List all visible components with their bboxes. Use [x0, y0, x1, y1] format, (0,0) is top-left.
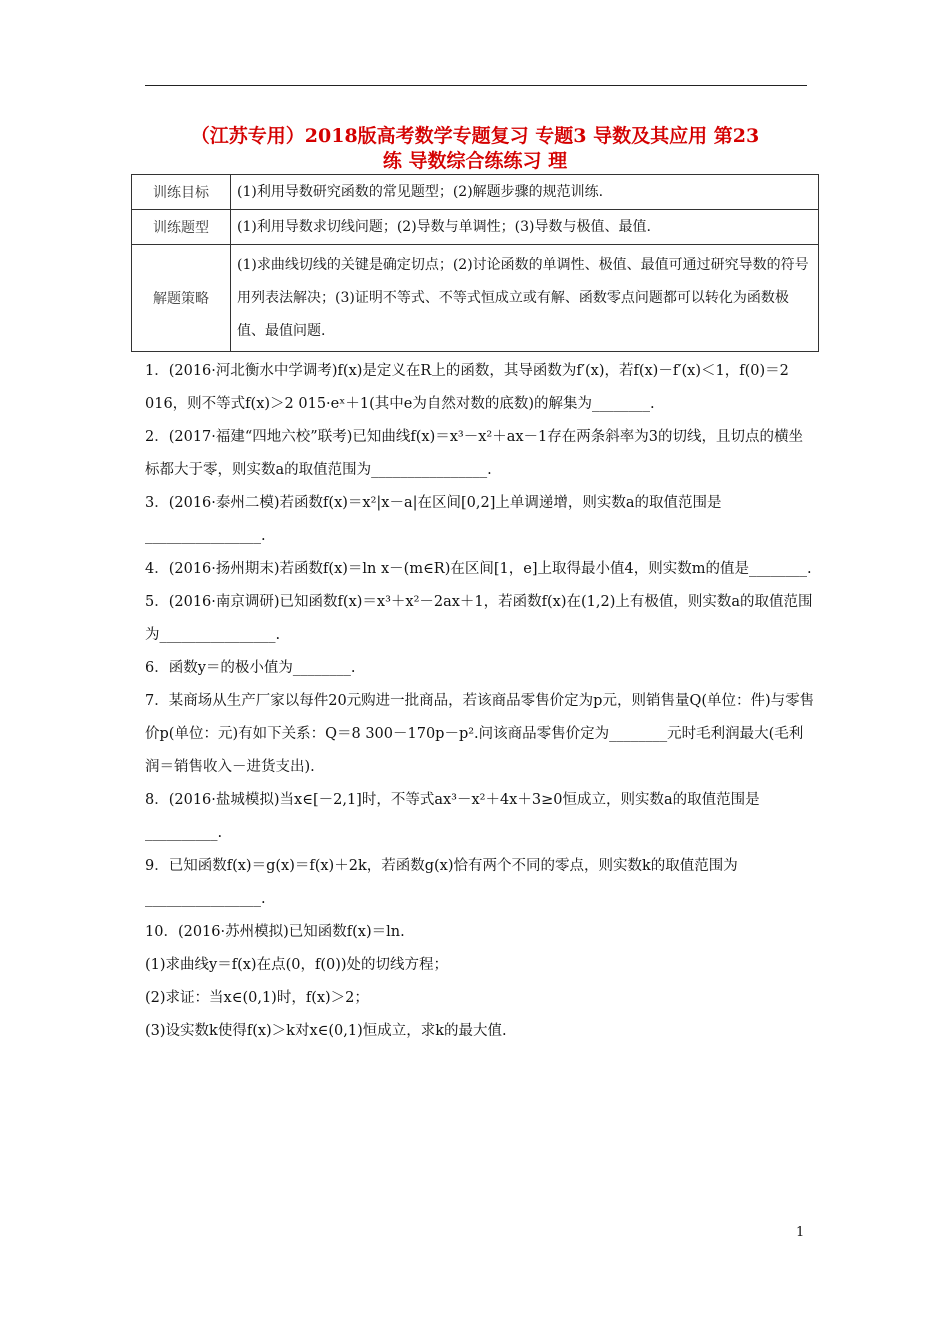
question-2: 2．(2017·福建“四地六校”联考)已知曲线f(x)＝x³－x²＋ax－1存在两条斜率为3的切线，且切点的横坐标都大于零，则实数a的取值范围为________________.	[145, 429, 803, 478]
table-row	[132, 175, 819, 210]
question-6: 6．函数y＝的极小值为________.	[145, 660, 356, 676]
row-header-goal: 训练目标	[132, 175, 231, 210]
table-row	[132, 245, 819, 352]
row-content-type: (1)利用导数求切线问题；(2)导数与单调性；(3)导数与极值、最值.	[231, 210, 819, 245]
question-list	[145, 355, 817, 1048]
row-header-type: 训练题型	[132, 210, 231, 245]
title-line-2: 练 导数综合练练习 理	[382, 150, 568, 172]
row-content-strategy: (1)求曲线切线的关键是确定切点；(2)讨论函数的单调性、极值、最值可通过研究导数的符号用列表法解决；(3)证明不等式、不等式恒成立或有解、函数零点问题都可以转化为函数极值、最值问题.	[231, 245, 819, 352]
row-header-strategy: 解题策略	[132, 245, 231, 352]
question-3: 3．(2016·泰州二模)若函数f(x)＝x²|x－a|在区间[0,2]上单调递增，则实数a的取值范围是________________.	[145, 495, 722, 544]
page-number: 1	[796, 1225, 805, 1240]
question-8: 8．(2016·盐城模拟)当x∈[－2,1]时，不等式ax³－x²＋4x＋3≥0恒成立，则实数a的取值范围是__________.	[145, 792, 760, 841]
training-info-table	[131, 174, 819, 352]
question-10: 10．(2016·苏州模拟)已知函数f(x)＝ln.	[145, 924, 405, 940]
question-1: 1．(2016·河北衡水中学调考)f(x)是定义在R上的函数，其导函数为f′(x)，若f(x)－f′(x)＜1，f(0)＝2 016，则不等式f(x)＞2 015·eˣ＋1(其中e为自然对数的底数)的解集为________.	[145, 363, 789, 412]
question-10-part-2: (2)求证：当x∈(0,1)时，f(x)＞2；	[145, 990, 369, 1006]
question-10-part-3: (3)设实数k使得f(x)＞k对x∈(0,1)恒成立，求k的最大值.	[145, 1023, 507, 1039]
question-9: 9．已知函数f(x)＝g(x)＝f(x)＋2k，若函数g(x)恰有两个不同的零点，则实数k的取值范围为________________.	[145, 858, 738, 907]
header-rule	[145, 85, 807, 86]
question-7: 7．某商场从生产厂家以每件20元购进一批商品，若该商品零售价定为p元，则销售量Q(单位：件)与零售价p(单位：元)有如下关系：Q＝8 300－170p－p².问该商品零售价定为________元时毛利润最大(毛利润＝销售收入－进货支出).	[145, 693, 815, 775]
row-content-goal: (1)利用导数研究函数的常见题型；(2)解题步骤的规范训练.	[231, 175, 819, 210]
table-row	[132, 210, 819, 245]
question-5: 5．(2016·南京调研)已知函数f(x)＝x³＋x²－2ax＋1，若函数f(x)在(1,2)上有极值，则实数a的取值范围为________________.	[145, 594, 813, 643]
question-10-part-1: (1)求曲线y＝f(x)在点(0，f(0))处的切线方程；	[145, 957, 449, 973]
title-line-1: （江苏专用）2018版高考数学专题复习 专题3 导数及其应用 第23	[190, 125, 760, 147]
document-title	[120, 124, 830, 174]
question-4: 4．(2016·扬州期末)若函数f(x)＝ln x－(m∈R)在区间[1，e]上取得最小值4，则实数m的值是________.	[145, 561, 812, 577]
